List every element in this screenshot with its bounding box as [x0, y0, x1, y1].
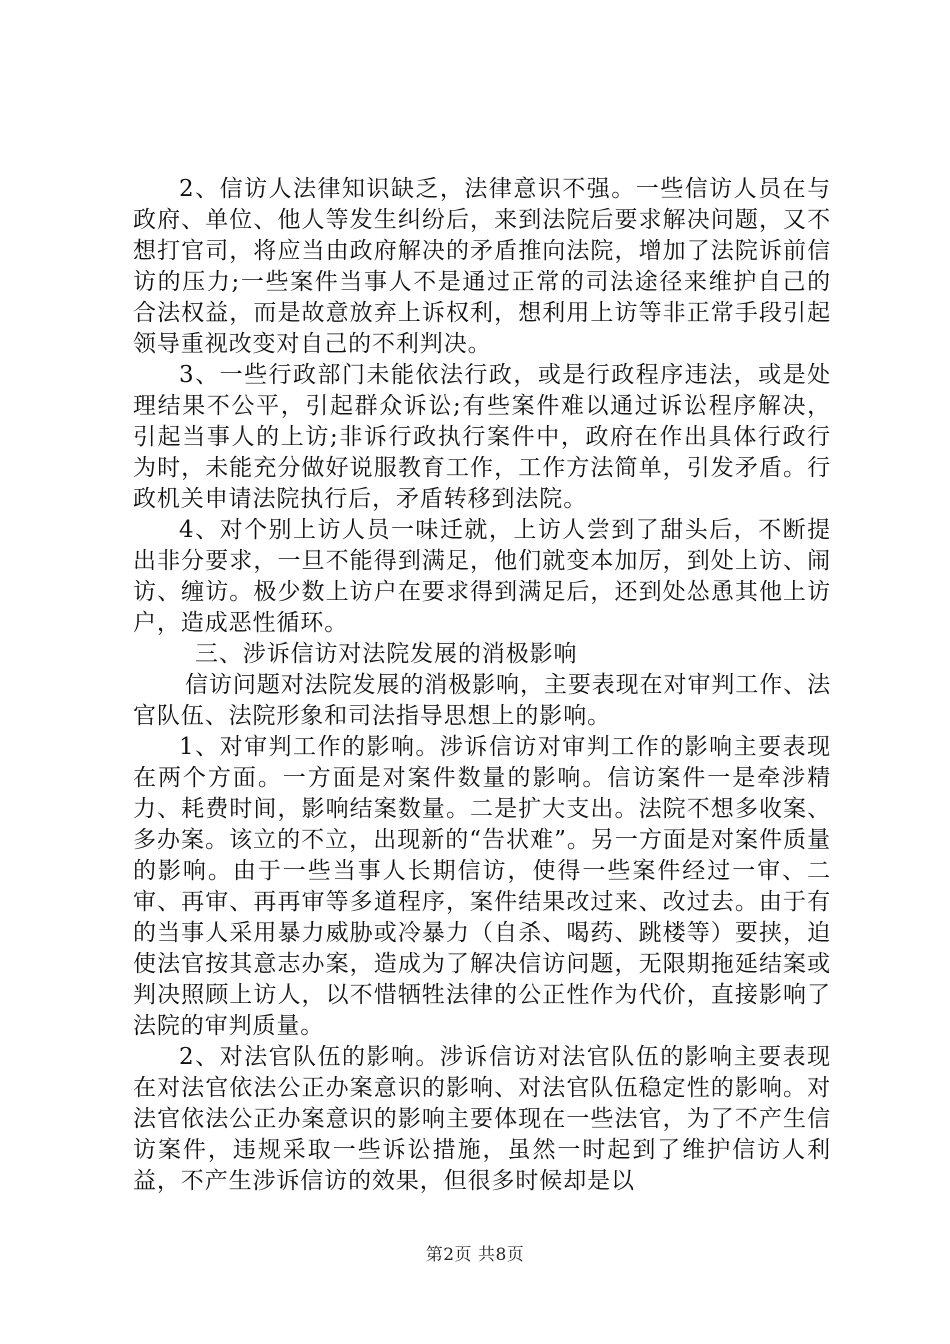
paragraph-cause-3: 3、一些行政部门未能依法行政，或是行政程序违法，或是处理结果不公平，引起群众诉讼;有些案件难以通过诉讼程序解决，引起当事人的上访;非诉行政执行案件中，政府在作出具体行政行为时，未能充分做好说服教育工作，工作方法简单，引发矛盾。行政机关申请法院执行后，矛盾转移到法院。	[133, 362, 831, 512]
paragraph-intro: 信访问题对法院发展的消极影响，主要表现在对审判工作、法官队伍、法院形象和司法指导思想上的影响。	[133, 672, 831, 729]
paragraph-impact-1: 1、对审判工作的影响。涉诉信访对审判工作的影响主要表现在两个方面。一方面是对案件数量的影响。信访案件一是牵涉精力、耗费时间，影响结案数量。二是扩大支出。法院不想多收案、多办案。该立的不立，出现新的“告状难”。另一方面是对案件质量的影响。由于一些当事人长期信访，使得一些案件经过一审、二审、再审、再再审等多道程序，案件结果改过来、改过去。由于有的当事人采用暴力威胁或冷暴力（自杀、喝药、跳楼等）要挟，迫使法官按其意志办案，造成为了解决信访问题，无限期拖延结案或判决照顾上访人，以不惜牺牲法律的公正性作为代价，直接影响了法院的审判质量。	[133, 734, 831, 1039]
paragraph-cause-4: 4、对个别上访人员一味迁就，上访人尝到了甜头后，不断提出非分要求，一旦不能得到满足，他们就变本加厉，到处上访、闹访、缠访。极少数上访户在要求得到满足后，还到处怂恿其他上访户，造成恶性循环。	[133, 517, 831, 636]
paragraph-cause-2: 2、信访人法律知识缺乏，法律意识不强。一些信访人员在与政府、单位、他人等发生纠纷后，来到法院后要求解决问题，又不想打官司，将应当由政府解决的矛盾推向法院，增加了法院诉前信访的压力;一些案件当事人不是通过正常的司法途径来维护自己的合法权益，而是故意放弃上诉权利，想利用上访等非正常手段引起领导重视改变对自己的不利判决。	[133, 176, 831, 357]
section-heading: 三、涉诉信访对法院发展的消极影响	[195, 641, 578, 667]
paragraph-impact-2: 2、对法官队伍的影响。涉诉信访对法官队伍的影响主要表现在对法官依法公正办案意识的影响、对法官队伍稳定性的影响。对法官依法公正办案意识的影响主要体现在一些法官，为了不产生信访案件，违规采取一些诉讼措施，虽然一时起到了维护信访人利益，不产生涉诉信访的效果，但很多时候却是以	[133, 1044, 831, 1194]
page-footer: 第2页 共8页	[425, 1245, 525, 1265]
document-body	[133, 174, 831, 1197]
